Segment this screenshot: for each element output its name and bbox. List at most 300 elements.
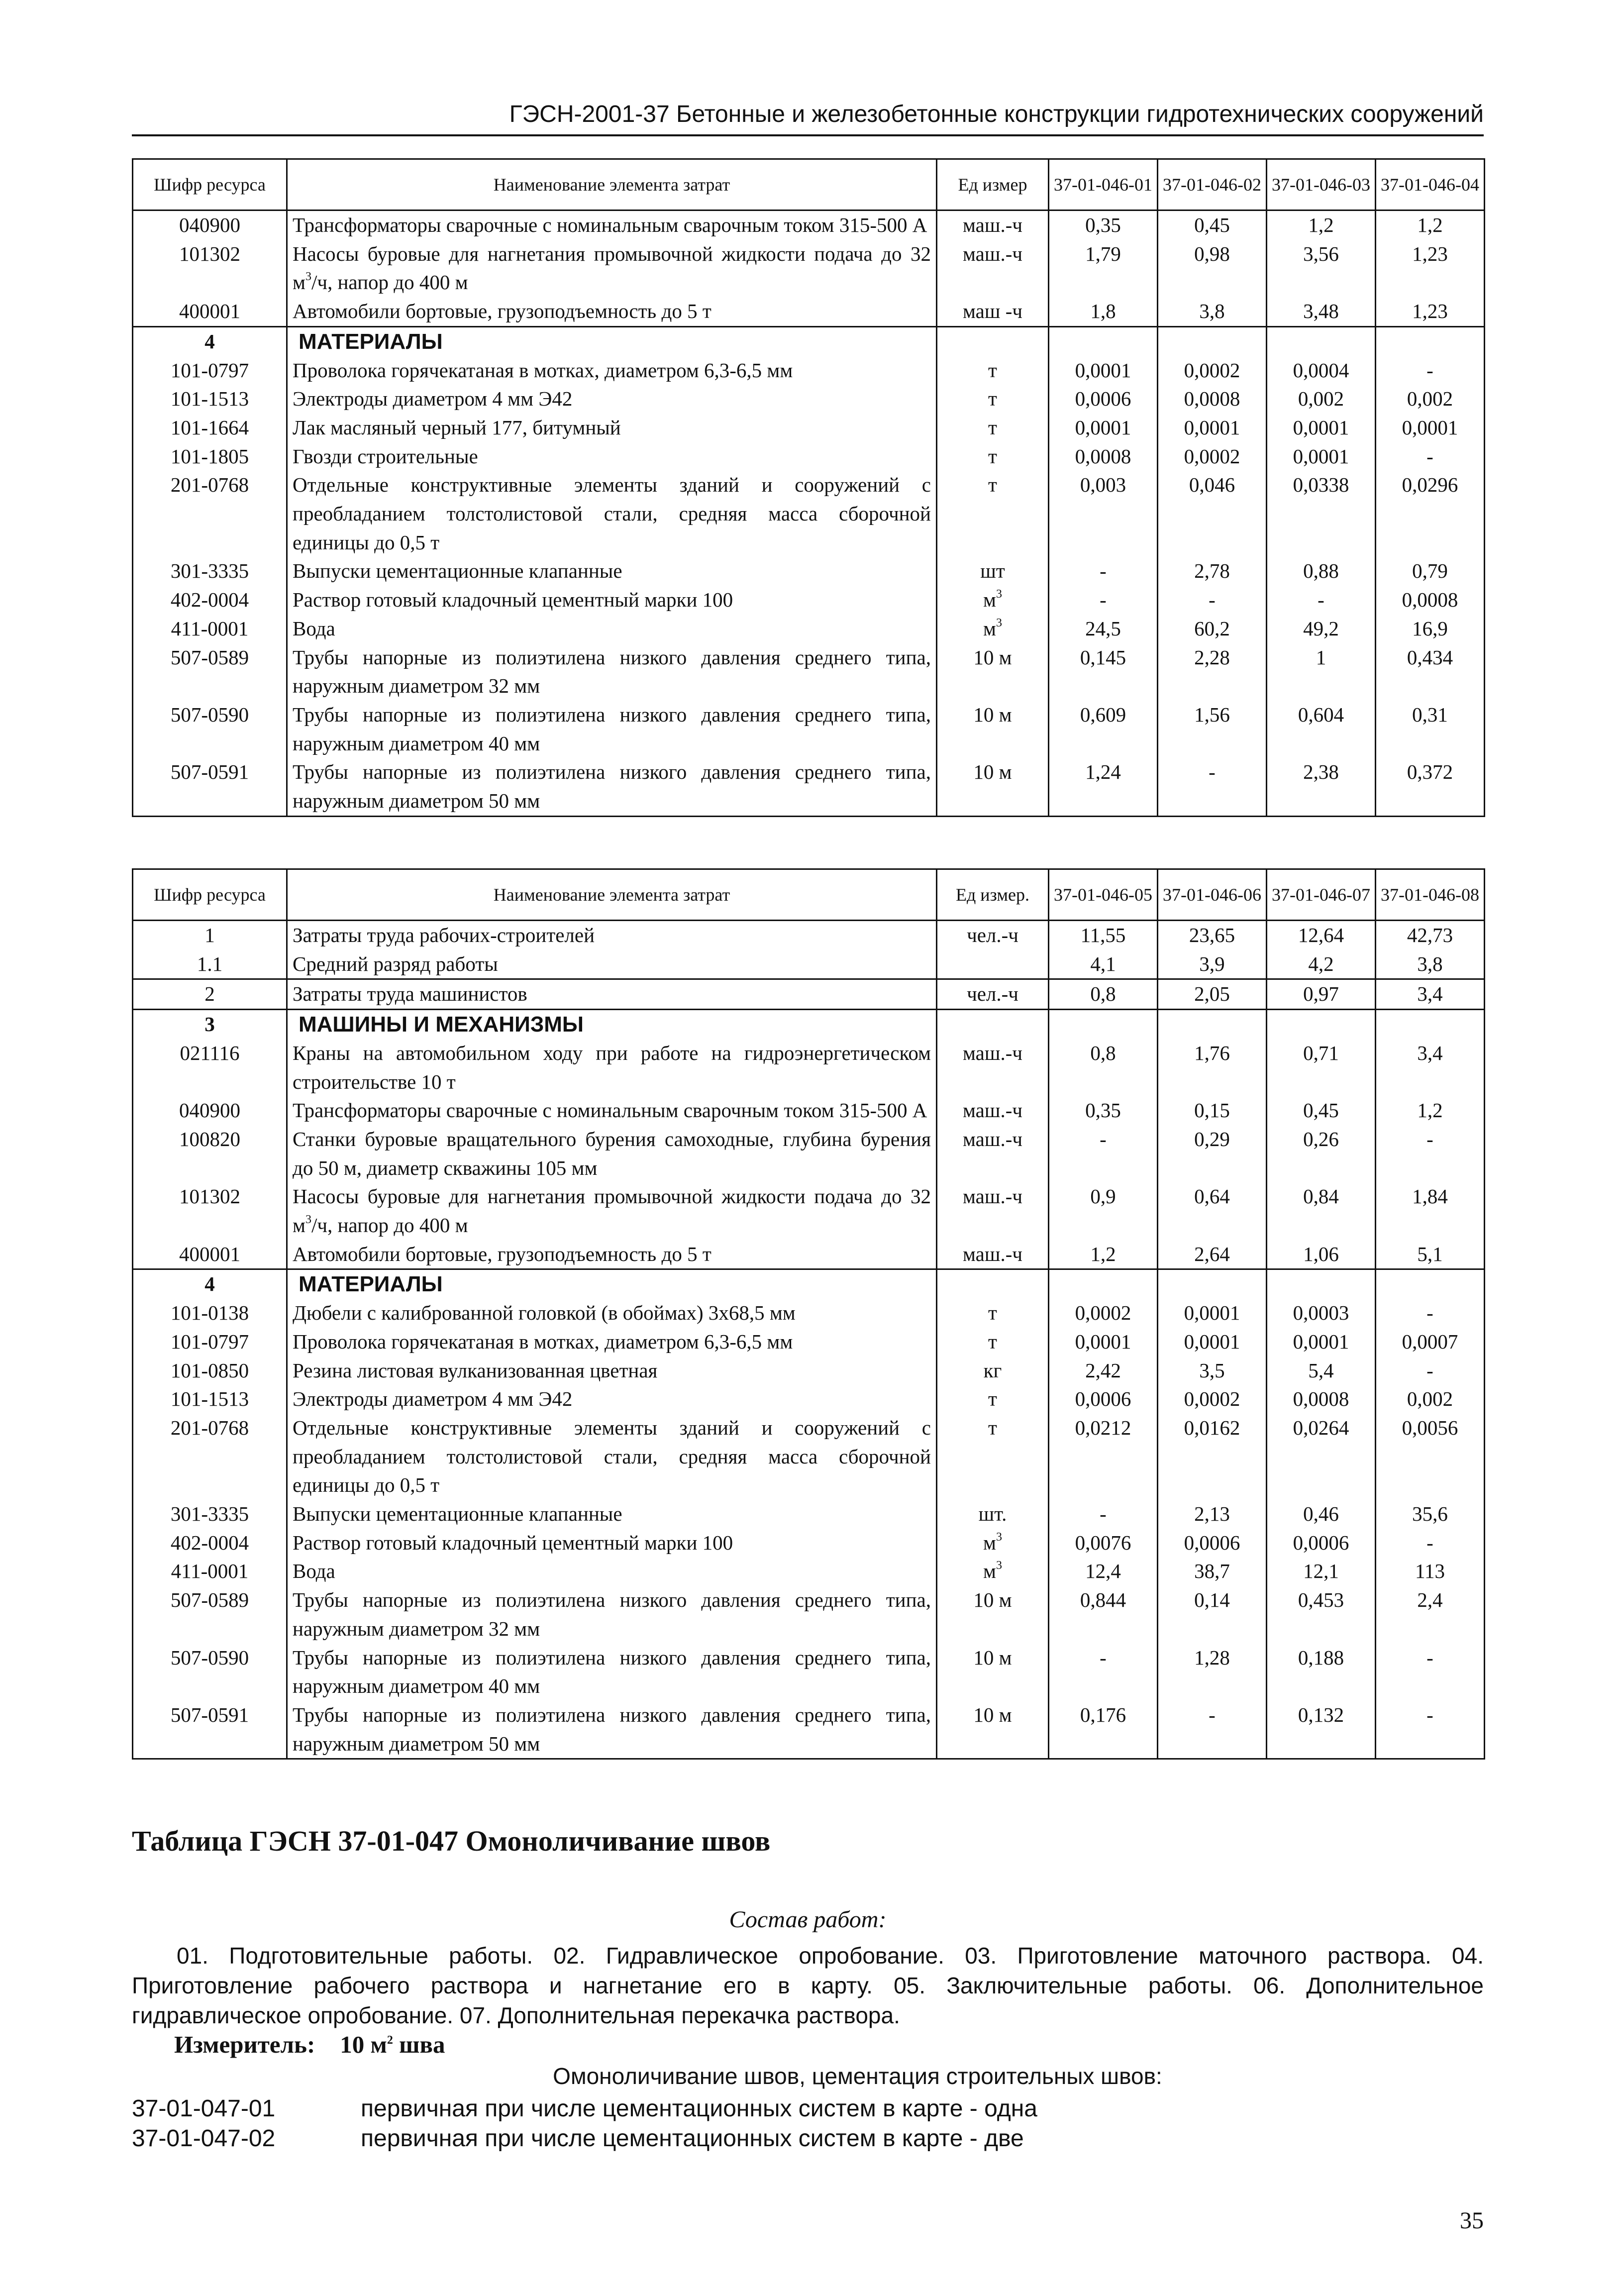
table-row	[133, 1414, 1485, 1500]
resource-unit: т	[937, 414, 1049, 442]
table-row	[133, 1096, 1485, 1125]
value-cell: 0,79	[1376, 557, 1485, 586]
resource-code: 411-0001	[133, 615, 287, 643]
table-row	[133, 758, 1485, 816]
resource-unit: $м^3$	[937, 586, 1049, 615]
resource-code: 101-1664	[133, 414, 287, 442]
resource-unit: т	[937, 356, 1049, 385]
resource-name: Краны на автомобильном ходу при работе на гидроэнергетическом строительстве 10 т	[287, 1039, 937, 1096]
value-cell: 0,84	[1267, 1182, 1376, 1240]
table-row	[133, 557, 1485, 586]
value-cell: 3,4	[1376, 979, 1485, 1010]
header-col: 37-01-046-03	[1267, 159, 1376, 210]
value-cell: -	[1049, 1125, 1158, 1182]
resource-code: 040900	[133, 210, 287, 240]
value-cell: 0,8	[1049, 1039, 1158, 1096]
table-row	[133, 1125, 1485, 1182]
resource-name: Насосы буровые для нагнетания промывочной жидкости подача до 32 $м^3/ч$, напор до 400 м	[287, 240, 937, 297]
value-cell: -	[1376, 442, 1485, 471]
value-cell: 11,55	[1049, 921, 1158, 950]
resource-code: 4	[133, 1269, 287, 1299]
value-cell: 35,6	[1376, 1500, 1485, 1529]
resource-unit: $м^3$	[937, 615, 1049, 643]
table-row	[133, 326, 1485, 356]
value-cell	[1049, 1010, 1158, 1039]
table-header-row	[133, 159, 1485, 210]
table-title: Таблица ГЭСН 37-01-047 Омоноличивание швов	[132, 1825, 771, 1857]
header-rule	[132, 134, 1484, 136]
value-cell: 0,46	[1267, 1500, 1376, 1529]
resource-unit: чел.-ч	[937, 979, 1049, 1010]
table-row	[133, 1557, 1485, 1586]
table-header-row	[133, 869, 1485, 921]
value-cell: 60,2	[1158, 615, 1267, 643]
resource-unit: маш.-ч	[937, 240, 1049, 297]
table-row	[133, 1586, 1485, 1643]
variant-row	[132, 2095, 1037, 2122]
resource-code: 2	[133, 979, 287, 1010]
resource-name: Электроды диаметром 4 мм Э42	[287, 385, 937, 414]
resource-code: 101302	[133, 240, 287, 297]
resource-unit: маш.-ч	[937, 1096, 1049, 1125]
table-row	[133, 1529, 1485, 1558]
resource-code: 1	[133, 921, 287, 950]
value-cell: 1,84	[1376, 1182, 1485, 1240]
value-cell: 0,26	[1267, 1125, 1376, 1182]
resource-unit: $м^3$	[937, 1529, 1049, 1558]
value-cell: 0,0001	[1049, 1328, 1158, 1356]
resource-code: 301-3335	[133, 1500, 287, 1529]
header-col: 37-01-046-08	[1376, 869, 1485, 921]
table-row	[133, 1269, 1485, 1299]
value-cell: 0,0006	[1158, 1529, 1267, 1558]
value-cell: 3,8	[1376, 950, 1485, 979]
measure-label: Измеритель:	[174, 2031, 315, 2058]
value-cell: 38,7	[1158, 1557, 1267, 1586]
page-number: 35	[1460, 2207, 1484, 2234]
value-cell: 2,42	[1049, 1356, 1158, 1385]
value-cell: 1,24	[1049, 758, 1158, 816]
value-cell: 0,145	[1049, 643, 1158, 701]
table-row	[133, 356, 1485, 385]
resource-code: 507-0591	[133, 758, 287, 816]
header-code: Шифр ресурса	[133, 159, 287, 210]
table-row	[133, 471, 1485, 557]
resource-code: 101-0138	[133, 1299, 287, 1328]
resource-unit: т	[937, 385, 1049, 414]
header-col: 37-01-046-02	[1158, 159, 1267, 210]
resource-name: Трубы напорные из полиэтилена низкого давления среднего типа, наружным диаметром 32 мм	[287, 643, 937, 701]
resource-name: Раствор готовый кладочный цементный марки 100	[287, 586, 937, 615]
value-cell: 0,0001	[1267, 414, 1376, 442]
resource-unit: шт.	[937, 1500, 1049, 1529]
resource-unit: маш.-ч	[937, 1125, 1049, 1182]
resource-name: МАТЕРИАЛЫ	[287, 1269, 937, 1299]
value-cell: -	[1376, 1701, 1485, 1759]
value-cell	[1158, 1010, 1267, 1039]
resource-name: Проволока горячекатаная в мотках, диаметром 6,3-6,5 мм	[287, 356, 937, 385]
value-cell: 0,64	[1158, 1182, 1267, 1240]
resource-unit	[937, 1010, 1049, 1039]
table-row	[133, 297, 1485, 326]
value-cell: 0,0001	[1049, 414, 1158, 442]
value-cell: 1,56	[1158, 701, 1267, 758]
resource-code: 411-0001	[133, 1557, 287, 1586]
table-row	[133, 921, 1485, 950]
variants-lead: Омоноличивание швов, цементация строительных швов:	[553, 2063, 1162, 2089]
value-cell: -	[1049, 1644, 1158, 1701]
value-cell: 0,31	[1376, 701, 1485, 758]
value-cell: 1,23	[1376, 240, 1485, 297]
resource-code: 101302	[133, 1182, 287, 1240]
value-cell: 0,9	[1049, 1182, 1158, 1240]
value-cell: -	[1376, 1299, 1485, 1328]
resource-code: 507-0589	[133, 643, 287, 701]
value-cell: 0,844	[1049, 1586, 1158, 1643]
value-cell: 2,38	[1267, 758, 1376, 816]
resource-name: Трубы напорные из полиэтилена низкого давления среднего типа, наружным диаметром 50 мм	[287, 1701, 937, 1759]
table-row	[133, 442, 1485, 471]
resource-unit	[937, 1269, 1049, 1299]
value-cell: 1,79	[1049, 240, 1158, 297]
value-cell: 16,9	[1376, 615, 1485, 643]
value-cell: 2,28	[1158, 643, 1267, 701]
resource-name: Дюбели с калиброванной головкой (в обоймах) 3х68,5 мм	[287, 1299, 937, 1328]
value-cell: -	[1049, 557, 1158, 586]
resource-name: Трубы напорные из полиэтилена низкого давления среднего типа, наружным диаметром 40 мм	[287, 701, 937, 758]
resource-code: 1.1	[133, 950, 287, 979]
resource-name: Автомобили бортовые, грузоподъемность до 5 т	[287, 297, 937, 326]
value-cell: 0,71	[1267, 1039, 1376, 1096]
resource-unit: 10 м	[937, 1586, 1049, 1643]
table-row	[133, 1356, 1485, 1385]
value-cell: 12,4	[1049, 1557, 1158, 1586]
value-cell: 0,0056	[1376, 1414, 1485, 1500]
resource-name: Трубы напорные из полиэтилена низкого давления среднего типа, наружным диаметром 32 мм	[287, 1586, 937, 1643]
value-cell: 49,2	[1267, 615, 1376, 643]
value-cell: 0,0001	[1267, 1328, 1376, 1356]
resource-unit	[937, 950, 1049, 979]
table-row	[133, 979, 1485, 1010]
resource-unit: чел.-ч	[937, 921, 1049, 950]
value-cell: 3,8	[1158, 297, 1267, 326]
table-row	[133, 1182, 1485, 1240]
table-row	[133, 1039, 1485, 1096]
value-cell: 0,8	[1049, 979, 1158, 1010]
resource-name: Трансформаторы сварочные с номинальным сварочным током 315-500 А	[287, 1096, 937, 1125]
resource-unit: маш.-ч	[937, 1039, 1049, 1096]
resource-unit: т	[937, 1328, 1049, 1356]
value-cell: 3,56	[1267, 240, 1376, 297]
value-cell: -	[1376, 1644, 1485, 1701]
value-cell: 0,14	[1158, 1586, 1267, 1643]
header-col: 37-01-046-05	[1049, 869, 1158, 921]
resource-unit: т	[937, 1299, 1049, 1328]
resource-code: 101-0797	[133, 1328, 287, 1356]
value-cell	[1158, 326, 1267, 356]
value-cell	[1049, 1269, 1158, 1299]
resource-name: Трубы напорные из полиэтилена низкого давления среднего типа, наружным диаметром 40 мм	[287, 1644, 937, 1701]
variant-row	[132, 2125, 1024, 2152]
resource-code: 101-1513	[133, 1385, 287, 1414]
resource-code: 507-0590	[133, 701, 287, 758]
resource-unit: 10 м	[937, 1644, 1049, 1701]
resource-unit: маш.-ч	[937, 1182, 1049, 1240]
value-cell: 0,0001	[1049, 356, 1158, 385]
value-cell: 0,0007	[1376, 1328, 1485, 1356]
value-cell: 2,64	[1158, 1240, 1267, 1269]
value-cell: 5,1	[1376, 1240, 1485, 1269]
value-cell: 0,046	[1158, 471, 1267, 557]
value-cell: 23,65	[1158, 921, 1267, 950]
value-cell: 0,0338	[1267, 471, 1376, 557]
value-cell: 0,609	[1049, 701, 1158, 758]
value-cell: 0,45	[1158, 210, 1267, 240]
value-cell: 12,1	[1267, 1557, 1376, 1586]
resource-unit: 10 м	[937, 701, 1049, 758]
resource-name: Электроды диаметром 4 мм Э42	[287, 1385, 937, 1414]
table-row	[133, 1500, 1485, 1529]
table-row	[133, 1385, 1485, 1414]
value-cell: 0,0002	[1049, 1299, 1158, 1328]
table-row	[133, 950, 1485, 979]
header-col: 37-01-046-04	[1376, 159, 1485, 210]
value-cell: 0,0004	[1267, 356, 1376, 385]
table-row	[133, 643, 1485, 701]
value-cell: 42,73	[1376, 921, 1485, 950]
resource-unit: т	[937, 1385, 1049, 1414]
header-name: Наименование элемента затрат	[287, 159, 937, 210]
table-row	[133, 586, 1485, 615]
value-cell	[1267, 326, 1376, 356]
value-cell: 1,06	[1267, 1240, 1376, 1269]
resource-unit: маш.-ч	[937, 210, 1049, 240]
resource-code: 021116	[133, 1039, 287, 1096]
value-cell: 0,29	[1158, 1125, 1267, 1182]
table-row	[133, 240, 1485, 297]
resource-code: 100820	[133, 1125, 287, 1182]
value-cell: 2,05	[1158, 979, 1267, 1010]
resource-unit: маш.-ч	[937, 1240, 1049, 1269]
resource-name: Выпуски цементационные клапанные	[287, 1500, 937, 1529]
value-cell: 0,0212	[1049, 1414, 1158, 1500]
value-cell: 113	[1376, 1557, 1485, 1586]
table-row	[133, 1644, 1485, 1701]
resource-code: 101-1513	[133, 385, 287, 414]
header-unit: Ед измер.	[937, 869, 1049, 921]
resource-code: 3	[133, 1010, 287, 1039]
value-cell: 0,0001	[1267, 442, 1376, 471]
resource-name: Отдельные конструктивные элементы зданий и сооружений с преобладанием толстолистовой стали, средняя масса сборочной единицы до 0,5 т	[287, 1414, 937, 1500]
resource-unit: 10 м	[937, 1701, 1049, 1759]
value-cell: 0,604	[1267, 701, 1376, 758]
resource-code: 040900	[133, 1096, 287, 1125]
resource-name: Затраты труда машинистов	[287, 979, 937, 1010]
resource-name: Затраты труда рабочих-строителей	[287, 921, 937, 950]
resource-code: 4	[133, 326, 287, 356]
value-cell: 24,5	[1049, 615, 1158, 643]
resource-name: Гвозди строительные	[287, 442, 937, 471]
value-cell: 0,15	[1158, 1096, 1267, 1125]
resource-unit: 10 м	[937, 758, 1049, 816]
resource-name: Насосы буровые для нагнетания промывочной жидкости подача до 32 $м^3/ч$, напор до 400 м	[287, 1182, 937, 1240]
resource-unit: т	[937, 1414, 1049, 1500]
resource-name: Трубы напорные из полиэтилена низкого давления среднего типа, наружным диаметром 50 мм	[287, 758, 937, 816]
value-cell: 0,002	[1267, 385, 1376, 414]
table-row	[133, 1701, 1485, 1759]
value-cell: 2,4	[1376, 1586, 1485, 1643]
value-cell: 0,0001	[1158, 1328, 1267, 1356]
table-row	[133, 385, 1485, 414]
work-composition-label: Состав работ:	[729, 1906, 887, 1933]
resource-unit	[937, 326, 1049, 356]
header-col: 37-01-046-06	[1158, 869, 1267, 921]
resource-code: 402-0004	[133, 586, 287, 615]
value-cell: 0,0008	[1376, 586, 1485, 615]
value-cell	[1267, 1269, 1376, 1299]
value-cell: 0,0006	[1049, 385, 1158, 414]
resource-unit: кг	[937, 1356, 1049, 1385]
value-cell: 0,0001	[1376, 414, 1485, 442]
value-cell: -	[1376, 356, 1485, 385]
value-cell: 0,35	[1049, 1096, 1158, 1125]
value-cell: 0,0008	[1158, 385, 1267, 414]
resource-name: Автомобили бортовые, грузоподъемность до 5 т	[287, 1240, 937, 1269]
value-cell: 1,76	[1158, 1039, 1267, 1096]
resource-unit: т	[937, 471, 1049, 557]
value-cell: -	[1376, 1125, 1485, 1182]
value-cell: -	[1267, 586, 1376, 615]
value-cell: -	[1049, 586, 1158, 615]
resource-name: Трансформаторы сварочные с номинальным сварочным током 315-500 А	[287, 210, 937, 240]
value-cell	[1376, 1010, 1485, 1039]
header-unit: Ед измер	[937, 159, 1049, 210]
value-cell: 0,97	[1267, 979, 1376, 1010]
header-col: 37-01-046-07	[1267, 869, 1376, 921]
resource-unit: $м^3$	[937, 1557, 1049, 1586]
resource-unit: 10 м	[937, 643, 1049, 701]
resource-code: 301-3335	[133, 557, 287, 586]
value-cell: 0,003	[1049, 471, 1158, 557]
value-cell: 1,2	[1267, 210, 1376, 240]
value-cell: 1	[1267, 643, 1376, 701]
value-cell	[1376, 326, 1485, 356]
table-row	[133, 1010, 1485, 1039]
resource-name: Станки буровые вращательного бурения самоходные, глубина бурения до 50 м, диаметр скважины 105 мм	[287, 1125, 937, 1182]
value-cell: 0,002	[1376, 1385, 1485, 1414]
resource-name: Отдельные конструктивные элементы зданий и сооружений с преобладанием толстолистовой стали, средняя масса сборочной единицы до 0,5 т	[287, 471, 937, 557]
value-cell: -	[1158, 586, 1267, 615]
value-cell: -	[1049, 1500, 1158, 1529]
value-cell: 0,132	[1267, 1701, 1376, 1759]
value-cell: 0,0008	[1267, 1385, 1376, 1414]
measure-value: 10 $м^2$ шва	[340, 2031, 445, 2058]
resource-name: Выпуски цементационные клапанные	[287, 557, 937, 586]
table-row	[133, 1328, 1485, 1356]
value-cell: 2,78	[1158, 557, 1267, 586]
resource-name: Средний разряд работы	[287, 950, 937, 979]
resource-name: МАШИНЫ И МЕХАНИЗМЫ	[287, 1010, 937, 1039]
value-cell: 4,1	[1049, 950, 1158, 979]
value-cell	[1376, 1269, 1485, 1299]
resource-table-1	[132, 158, 1485, 817]
value-cell: 1,23	[1376, 297, 1485, 326]
value-cell: 0,0003	[1267, 1299, 1376, 1328]
variant-code: 37-01-047-01	[132, 2095, 276, 2122]
value-cell: 0,453	[1267, 1586, 1376, 1643]
value-cell: 0,98	[1158, 240, 1267, 297]
value-cell	[1049, 326, 1158, 356]
value-cell: -	[1158, 758, 1267, 816]
table-row	[133, 1299, 1485, 1328]
value-cell: 0,0296	[1376, 471, 1485, 557]
resource-name: Вода	[287, 615, 937, 643]
value-cell: 3,4	[1376, 1039, 1485, 1096]
resource-code: 101-0850	[133, 1356, 287, 1385]
value-cell: 0,0002	[1158, 1385, 1267, 1414]
resource-name: МАТЕРИАЛЫ	[287, 326, 937, 356]
value-cell: 4,2	[1267, 950, 1376, 979]
value-cell: 1,2	[1376, 1096, 1485, 1125]
table-row	[133, 1240, 1485, 1269]
value-cell	[1158, 1269, 1267, 1299]
resource-name: Лак масляный черный 177, битумный	[287, 414, 937, 442]
value-cell: 0,0076	[1049, 1529, 1158, 1558]
value-cell: 5,4	[1267, 1356, 1376, 1385]
work-composition-text: 01. Подготовительные работы. 02. Гидравлическое опробование. 03. Приготовление маточного раствора. 04. Приготовление рабочего раствора и нагнетание его в карту. 05. Заключительные работы. 06. Дополнительное гидравлическое опробование. 07. Дополнительная перекачка раствора.	[132, 1943, 1484, 2028]
value-cell: 3,5	[1158, 1356, 1267, 1385]
resource-code: 507-0589	[133, 1586, 287, 1643]
value-cell: 0,0162	[1158, 1414, 1267, 1500]
resource-name: Проволока горячекатаная в мотках, диаметром 6,3-6,5 мм	[287, 1328, 937, 1356]
value-cell: -	[1376, 1356, 1485, 1385]
resource-name: Вода	[287, 1557, 937, 1586]
resource-code: 507-0590	[133, 1644, 287, 1701]
value-cell: 0,176	[1049, 1701, 1158, 1759]
resource-unit: т	[937, 442, 1049, 471]
value-cell: 0,0001	[1158, 1299, 1267, 1328]
value-cell: 0,434	[1376, 643, 1485, 701]
running-header: ГЭСН-2001-37 Бетонные и железобетонные конструкции гидротехнических сооружений	[509, 101, 1484, 127]
resource-name: Раствор готовый кладочный цементный марки 100	[287, 1529, 937, 1558]
value-cell: 0,0008	[1049, 442, 1158, 471]
header-col: 37-01-046-01	[1049, 159, 1158, 210]
value-cell: 0,88	[1267, 557, 1376, 586]
value-cell: 12,64	[1267, 921, 1376, 950]
resource-code: 201-0768	[133, 471, 287, 557]
value-cell: 1,8	[1049, 297, 1158, 326]
value-cell: 2,13	[1158, 1500, 1267, 1529]
header-code: Шифр ресурса	[133, 869, 287, 921]
table-row	[133, 414, 1485, 442]
resource-code: 101-1805	[133, 442, 287, 471]
resource-table-2	[132, 868, 1485, 1760]
value-cell: 0,372	[1376, 758, 1485, 816]
value-cell: 0,0006	[1267, 1529, 1376, 1558]
resource-code: 507-0591	[133, 1701, 287, 1759]
resource-code: 201-0768	[133, 1414, 287, 1500]
variant-text: первичная при числе цементационных систем в карте - одна	[361, 2095, 1037, 2122]
resource-code: 400001	[133, 1240, 287, 1269]
measure-line	[174, 2030, 445, 2059]
value-cell: 0,002	[1376, 385, 1485, 414]
value-cell: 0,0002	[1158, 442, 1267, 471]
variant-code: 37-01-047-02	[132, 2125, 276, 2152]
header-name: Наименование элемента затрат	[287, 869, 937, 921]
resource-code: 400001	[133, 297, 287, 326]
value-cell: 1,2	[1049, 1240, 1158, 1269]
value-cell: 3,48	[1267, 297, 1376, 326]
